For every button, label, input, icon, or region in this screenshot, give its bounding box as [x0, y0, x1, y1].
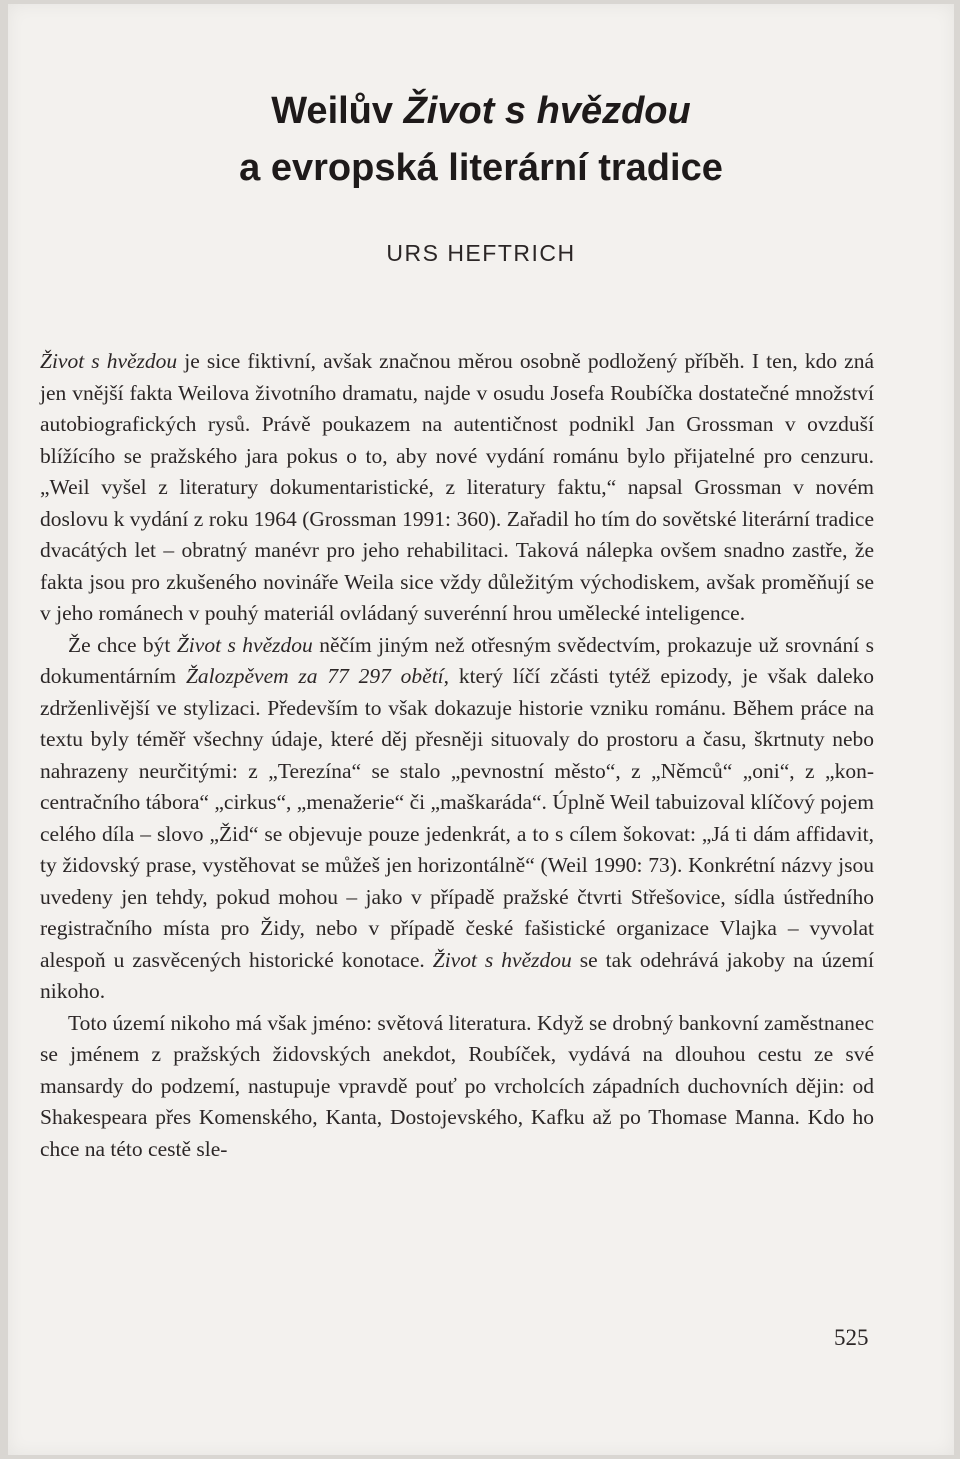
paragraph-2-italic-f: Život s hvězdou	[432, 947, 572, 972]
paragraph-2	[40, 630, 874, 1008]
body-text	[40, 346, 874, 1165]
article-title-line-1	[8, 92, 954, 130]
paragraph-3: Toto území nikoho má však jméno: světová literatura. Když se drobný bankovní zaměstnanec se jménem z pražských židovských anekdot, Roubíček, vydává na dlouhou cestu ze své mansardy do podzemí, nastupuje vpravdě pouť po vrcholcích západních duchovních dějin: od Shakespeara přes Komenského, Kanta, Dostojevského, Kafku až po Thomase Manna. Kdo ho chce na této cestě sle-	[40, 1010, 874, 1161]
paragraph-2-part-c: něčím jiným než otřesným svědectvím, prokazuje už srovnání s dokumentárním	[40, 632, 874, 688]
page-number: 525	[834, 1325, 869, 1350]
paragraph-2-part-g: se tak odehrává jakoby na území nikoho.	[40, 947, 874, 1003]
title-italic: Život s hvězdou	[403, 90, 691, 132]
book-page	[8, 4, 954, 1455]
article-title-line-2: a evropská literární tradice	[239, 147, 723, 189]
paragraph-2-part-e: , který líčí zčásti tytéž epizody, je však daleko zdrženlivější ve stylizaci. Především to však dokazuje historie vzniku románu. Během práce na textu byly téměř všechny údaje, které děj přesněji situovaly do prostoru a času, škrtnuty nebo nahrazeny neurčitými: z „Terezína“ se stalo „pevnostní město“, z „Němců“ „oni“, z „koncentračního tábora“ „cirkus“, „menažerie“ či „maškaráda“. Úplně Weil tabuizoval klíčový pojem celého díla – slovo „Žid“ se objevuje pouze jedenkrát, a to s cílem šokovat: „Já ti dám affidavit, ty židovský prase, vystěhovat se můžeš jen horizontálně“ (Weil 1990: 73). Konkrétní názvy jsou uvedeny jen tehdy, pokud mohou – jako v případě pražské čtvrti Střešovice, sídla ústředního registračního místa pro Židy, nebo v případě české fašistické organizace Vlajka – vyvolat alespoň u zasvěcených historické konotace.	[40, 664, 875, 972]
paragraph-1-lead-italic: Život s hvězdou	[40, 349, 178, 373]
paragraph-1-text: je sice fiktivní, avšak značnou měrou osobně podložený příběh. I ten, kdo zná jen vnější fakta Weilova životního dramatu, najde v osudu Josefa Roubíčka dostatečné množství autobiografických rysů. Právě poukazem na autentičnost podnikl Jan Grossman v ovzduší blížícího se pražského jara pokus o to, aby nové vydání románu bylo přijatelné pro cenzuru. „Weil vyšel z literatury dokumentaristické, z literatury faktu,“ napsal Grossman v novém doslovu k vydání z roku 1964 (Grossman 1991: 360). Zařadil ho tím do sovětské literární tradice dvacátých let – obratný manévr pro jeho rehabilitaci. Taková nálepka ovšem snadno zastře, že fakta jsou pro zkušeného novináře Weila sice vždy důležitým východiskem, avšak proměňují se v jeho románech v pouhý materiál ovládaný suverénní hrou umělecké inteligence.	[40, 349, 874, 625]
paragraph-1	[40, 346, 874, 630]
title-prefix: Weilův	[271, 90, 404, 132]
paragraph-2-part-a: Že chce být	[68, 632, 177, 657]
paragraph-2-italic-d: Žalozpěvem za 77 297 obětí	[185, 664, 444, 688]
paragraph-2-italic-b: Život s hvězdou	[176, 632, 313, 657]
author-name: URS HEFTRICH	[386, 240, 576, 266]
